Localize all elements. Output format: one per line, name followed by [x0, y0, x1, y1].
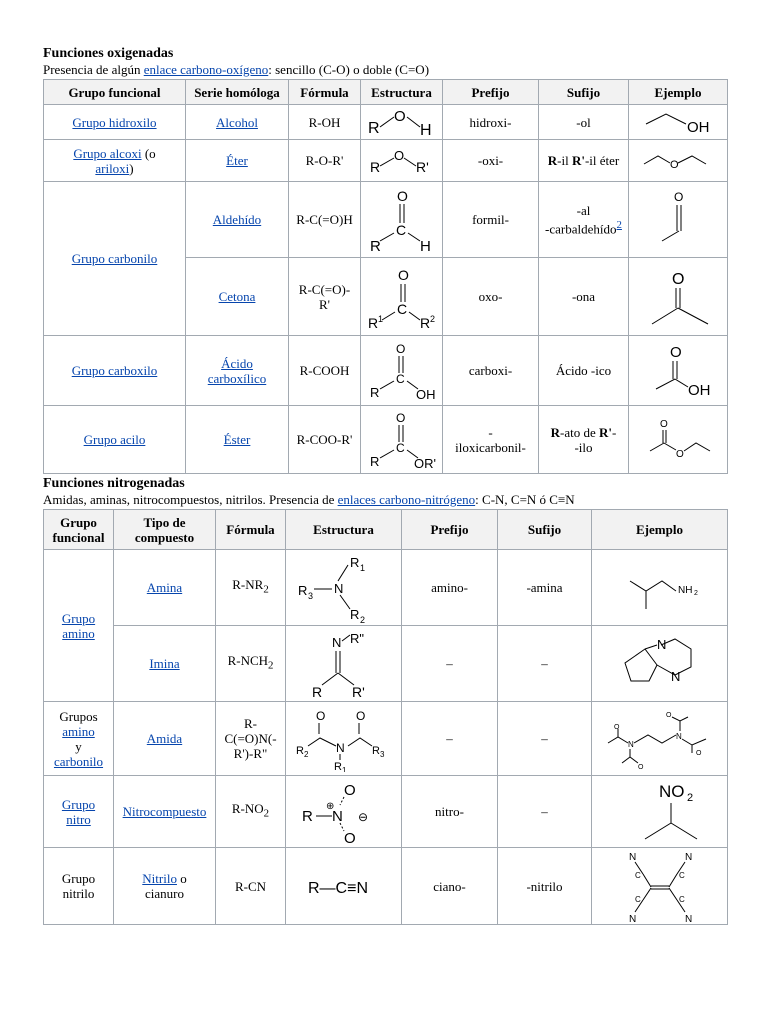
example-acetone: [638, 264, 718, 330]
col-header: Sufijo: [498, 510, 592, 550]
svg-text:R: R: [349, 606, 359, 622]
structure-amine: [294, 553, 394, 623]
svg-text:O: O: [613, 723, 619, 731]
svg-text:R: R: [368, 314, 379, 330]
svg-text:N: N: [628, 852, 636, 863]
link-alcohol[interactable]: Alcohol: [216, 114, 258, 130]
svg-text:2: 2: [686, 791, 693, 804]
structure-nitro: [294, 779, 394, 845]
prefix: nitro-: [402, 776, 498, 848]
svg-text:O: O: [315, 708, 325, 723]
example-ethyl-acetate: [638, 415, 718, 465]
svg-text:O: O: [670, 343, 682, 361]
prefix: –: [402, 702, 498, 776]
svg-text:R: R: [370, 384, 380, 400]
svg-text:N: N: [331, 634, 341, 650]
svg-text:O: O: [676, 448, 684, 460]
example-diethyl-ether: [640, 146, 716, 176]
col-header: Estructura: [286, 510, 402, 550]
example-2-nitropropane: [605, 779, 715, 845]
nitro-title: Funciones nitrogenadas: [43, 476, 185, 491]
example-acetic-acid: [638, 343, 718, 399]
svg-text:O: O: [394, 147, 405, 163]
formula: $R-NCH_2$: [216, 626, 286, 702]
svg-text:R: R: [301, 807, 313, 825]
col-header: Ejemplo: [592, 510, 728, 550]
col-header: Grupo funcional: [44, 80, 186, 105]
svg-text:R: R: [370, 453, 380, 469]
svg-text:2: 2: [693, 589, 698, 597]
table-row: [44, 182, 728, 258]
svg-text:N: N: [331, 807, 343, 825]
svg-text:N: N: [684, 852, 692, 863]
svg-text:R": R": [349, 630, 364, 646]
svg-text:R: R: [368, 120, 380, 137]
structure-aldehyde: [364, 187, 440, 253]
link-nitrilo[interactable]: Nitrilo: [142, 871, 177, 886]
svg-text:OH: OH: [687, 119, 710, 136]
prefix: formil-: [443, 182, 539, 258]
svg-text:R: R: [295, 744, 304, 757]
svg-text:O: O: [394, 108, 406, 125]
svg-text:N: N: [333, 580, 343, 596]
link-grupo-hidroxilo[interactable]: Grupo hidroxilo: [72, 114, 157, 130]
svg-text:⊕: ⊕: [325, 800, 334, 812]
svg-text:1: 1: [359, 562, 365, 573]
suffix: R-ato de R'- -ilo: [539, 406, 629, 474]
svg-text:N: N: [335, 740, 345, 755]
link-enlace-carbono-oxigeno[interactable]: enlace carbono-oxígeno: [143, 62, 269, 77]
svg-text:OH: OH: [688, 381, 711, 399]
prefix: hidroxi-: [443, 105, 539, 140]
svg-text:C: C: [396, 221, 407, 238]
col-header: Tipo de compuesto: [114, 510, 216, 550]
svg-text:C: C: [396, 371, 405, 386]
svg-text:C: C: [396, 440, 405, 455]
svg-text:R': R': [351, 683, 365, 699]
prefix: –: [402, 626, 498, 702]
svg-text:R': R': [416, 158, 429, 175]
svg-text:O: O: [397, 187, 408, 204]
suffix: R-il R'-il éter: [539, 140, 629, 182]
oxy-intro: Presencia de algún enlace carbono-oxígeno: sencillo (C-O) o doble (C=O): [43, 62, 430, 77]
link-amida[interactable]: Amida: [146, 731, 183, 746]
col-header: Fórmula: [216, 510, 286, 550]
oxy-table: [43, 79, 728, 474]
suffix: -amina: [498, 550, 592, 626]
formula: $R-NO_2$: [216, 776, 286, 848]
svg-text:1: 1: [341, 765, 346, 772]
link-grupo-nitro[interactable]: Grupo nitro: [61, 796, 96, 827]
example-taed: [596, 707, 724, 771]
col-header: Ejemplo: [629, 80, 728, 105]
oxy-title: Funciones oxigenadas: [43, 46, 174, 61]
structure-nitrile: [294, 871, 394, 901]
suffix: -ol: [539, 105, 629, 140]
link-acido[interactable]: Ácido: [221, 355, 253, 371]
table-row: [44, 336, 728, 406]
svg-text:O: O: [674, 189, 684, 204]
svg-text:O: O: [343, 781, 356, 799]
prefix: amino-: [402, 550, 498, 626]
link-imina[interactable]: Imina: [149, 656, 180, 671]
example-dbn: [605, 631, 715, 697]
suffix: -ona: [539, 258, 629, 336]
col-header: Prefijo: [402, 510, 498, 550]
table-row: [44, 406, 728, 474]
col-header: Serie homóloga: [186, 80, 289, 105]
svg-text:3: 3: [307, 590, 313, 601]
structure-ketone: [364, 264, 444, 330]
link-grupo-amino[interactable]: Grupo amino: [61, 610, 96, 641]
table-row: Grupo nitrilo Nitrilo o cianuro R-CN R—C≡N ciano- -nitrilo N N N N C C C C: [44, 848, 728, 925]
formula: R-COOH: [289, 336, 361, 406]
structure-imine: [294, 629, 394, 699]
svg-text:O: O: [695, 749, 701, 757]
svg-text:N: N: [627, 739, 634, 749]
svg-text:O: O: [355, 708, 365, 723]
suffix: –: [498, 776, 592, 848]
svg-text:C: C: [634, 871, 641, 880]
col-header: Fórmula: [289, 80, 361, 105]
link-amino[interactable]: amino: [62, 723, 95, 739]
link-grupo-carboxilo[interactable]: Grupo carboxilo: [71, 363, 158, 378]
svg-text:R: R: [371, 744, 380, 757]
col-header: Grupo funcional: [44, 510, 114, 550]
svg-text:2: 2: [430, 313, 436, 324]
svg-text:R: R: [297, 582, 307, 598]
svg-text:OR': OR': [414, 455, 436, 470]
link-nitrocompuesto[interactable]: Nitrocompuesto: [122, 804, 207, 819]
nitro-intro: Amidas, aminas, nitrocompuestos, nitrilos. Presencia de enlaces carbono-nitrógeno: C-N, C=N ó C≡N: [43, 492, 575, 507]
col-header: Prefijo: [443, 80, 539, 105]
example-ethanol: [640, 107, 716, 137]
link-grupo-acilo[interactable]: Grupo acilo: [83, 432, 146, 447]
svg-text:N: N: [670, 668, 680, 684]
prefix: -oxi-: [443, 140, 539, 182]
svg-text:O: O: [398, 266, 409, 283]
svg-text:O: O: [637, 763, 643, 771]
svg-text:H: H: [420, 237, 431, 253]
example-tetracyanoethylene: [605, 850, 715, 922]
table-row: [44, 776, 728, 848]
col-header: Estructura: [361, 80, 443, 105]
svg-text:2: 2: [359, 614, 365, 623]
svg-text:NH: NH: [677, 584, 692, 596]
svg-text:C: C: [397, 300, 408, 317]
svg-text:N: N: [675, 731, 682, 741]
svg-text:O: O: [665, 711, 671, 719]
svg-text:N: N: [628, 914, 636, 922]
ref-link[interactable]: 2: [616, 218, 622, 231]
table-row: [44, 626, 728, 702]
structure-alcohol: [364, 107, 440, 137]
formula: R- C(=O)N(- R')-R": [216, 702, 286, 776]
svg-text:R: R: [370, 237, 381, 253]
suffix: –: [498, 626, 592, 702]
link-ester[interactable]: Éster: [223, 432, 251, 447]
svg-text:R: R: [311, 683, 322, 699]
suffix: -al -carbaldehído$^2$: [539, 182, 629, 258]
link-aldehido[interactable]: Aldehído: [212, 212, 262, 227]
formula: R-OH: [289, 105, 361, 140]
col-header: Sufijo: [539, 80, 629, 105]
svg-text:H: H: [420, 122, 432, 137]
link-enlaces-carbono-nitrogeno[interactable]: enlaces carbono-nitrógeno: [337, 492, 476, 507]
link-grupo-carbonilo[interactable]: Grupo carbonilo: [71, 251, 158, 266]
link-cetona[interactable]: Cetona: [218, 289, 256, 304]
svg-text:R: R: [370, 158, 381, 175]
link-amina[interactable]: Amina: [146, 580, 183, 595]
svg-text:3: 3: [379, 749, 384, 759]
structure-carboxylic-acid: [364, 341, 442, 401]
svg-text:NO: NO: [658, 781, 684, 801]
prefix: carboxi-: [443, 336, 539, 406]
formula: R-C(=O)- R': [289, 258, 361, 336]
svg-text:N: N: [656, 636, 666, 652]
nitro-table: [43, 509, 728, 925]
table-row: [44, 105, 728, 140]
prefix: - iloxicarbonil-: [443, 406, 539, 474]
link-ariloxi[interactable]: ariloxi: [95, 160, 130, 176]
svg-text:R: R: [349, 554, 359, 570]
svg-text:C: C: [678, 871, 685, 880]
suffix: Ácido -ico: [539, 336, 629, 406]
svg-text:1: 1: [378, 313, 384, 324]
table-row: [44, 550, 728, 626]
formula: R-COO-R': [289, 406, 361, 474]
group-nitrilo: Grupo nitrilo: [44, 848, 114, 925]
svg-text:O: O: [672, 270, 685, 288]
svg-text:OH: OH: [416, 386, 436, 401]
prefix: ciano-: [402, 848, 498, 925]
structure-ester: [364, 410, 444, 470]
svg-text:C: C: [634, 895, 641, 904]
prefix: oxo-: [443, 258, 539, 336]
svg-text:O: O: [670, 158, 679, 171]
suffix: –: [498, 702, 592, 776]
formula: R-CN: [216, 848, 286, 925]
svg-text:⊖: ⊖: [357, 809, 368, 824]
formula: R-O-R': [289, 140, 361, 182]
svg-text:R: R: [333, 760, 342, 772]
link-carboxilico[interactable]: carboxílico: [207, 370, 267, 386]
svg-text:O: O: [343, 829, 356, 845]
link-carbonilo[interactable]: carbonilo: [53, 753, 104, 769]
svg-text:R—C≡N: R—C≡N: [307, 880, 368, 897]
link-grupo-alcoxi[interactable]: Grupo alcoxi: [73, 145, 142, 161]
svg-text:2: 2: [303, 749, 308, 759]
svg-text:O: O: [396, 410, 406, 425]
example-acetaldehyde: [640, 187, 716, 253]
formula: R-C(=O)H: [289, 182, 361, 258]
suffix: -nitrilo: [498, 848, 592, 925]
structure-amide: [292, 706, 396, 772]
structure-ether: [364, 144, 440, 178]
table-row: Grupos amino y carbonilo Amida R- C(=O)N(- R')-R" O O N R 2 R 3 R 1 – – O N N O O O: [44, 702, 728, 776]
svg-text:N: N: [684, 914, 692, 922]
svg-text:O: O: [660, 418, 668, 430]
svg-text:O: O: [396, 341, 406, 356]
svg-text:R: R: [420, 314, 431, 330]
example-isobutylamine: [610, 563, 710, 613]
svg-text:C: C: [678, 895, 685, 904]
formula: $R-NR_2$: [216, 550, 286, 626]
link-eter[interactable]: Éter: [226, 153, 248, 168]
table-row: Grupo alcoxi (o ariloxi) Éter R-O-R' R O R' -oxi- R-il R'-il éter O: [44, 140, 728, 182]
